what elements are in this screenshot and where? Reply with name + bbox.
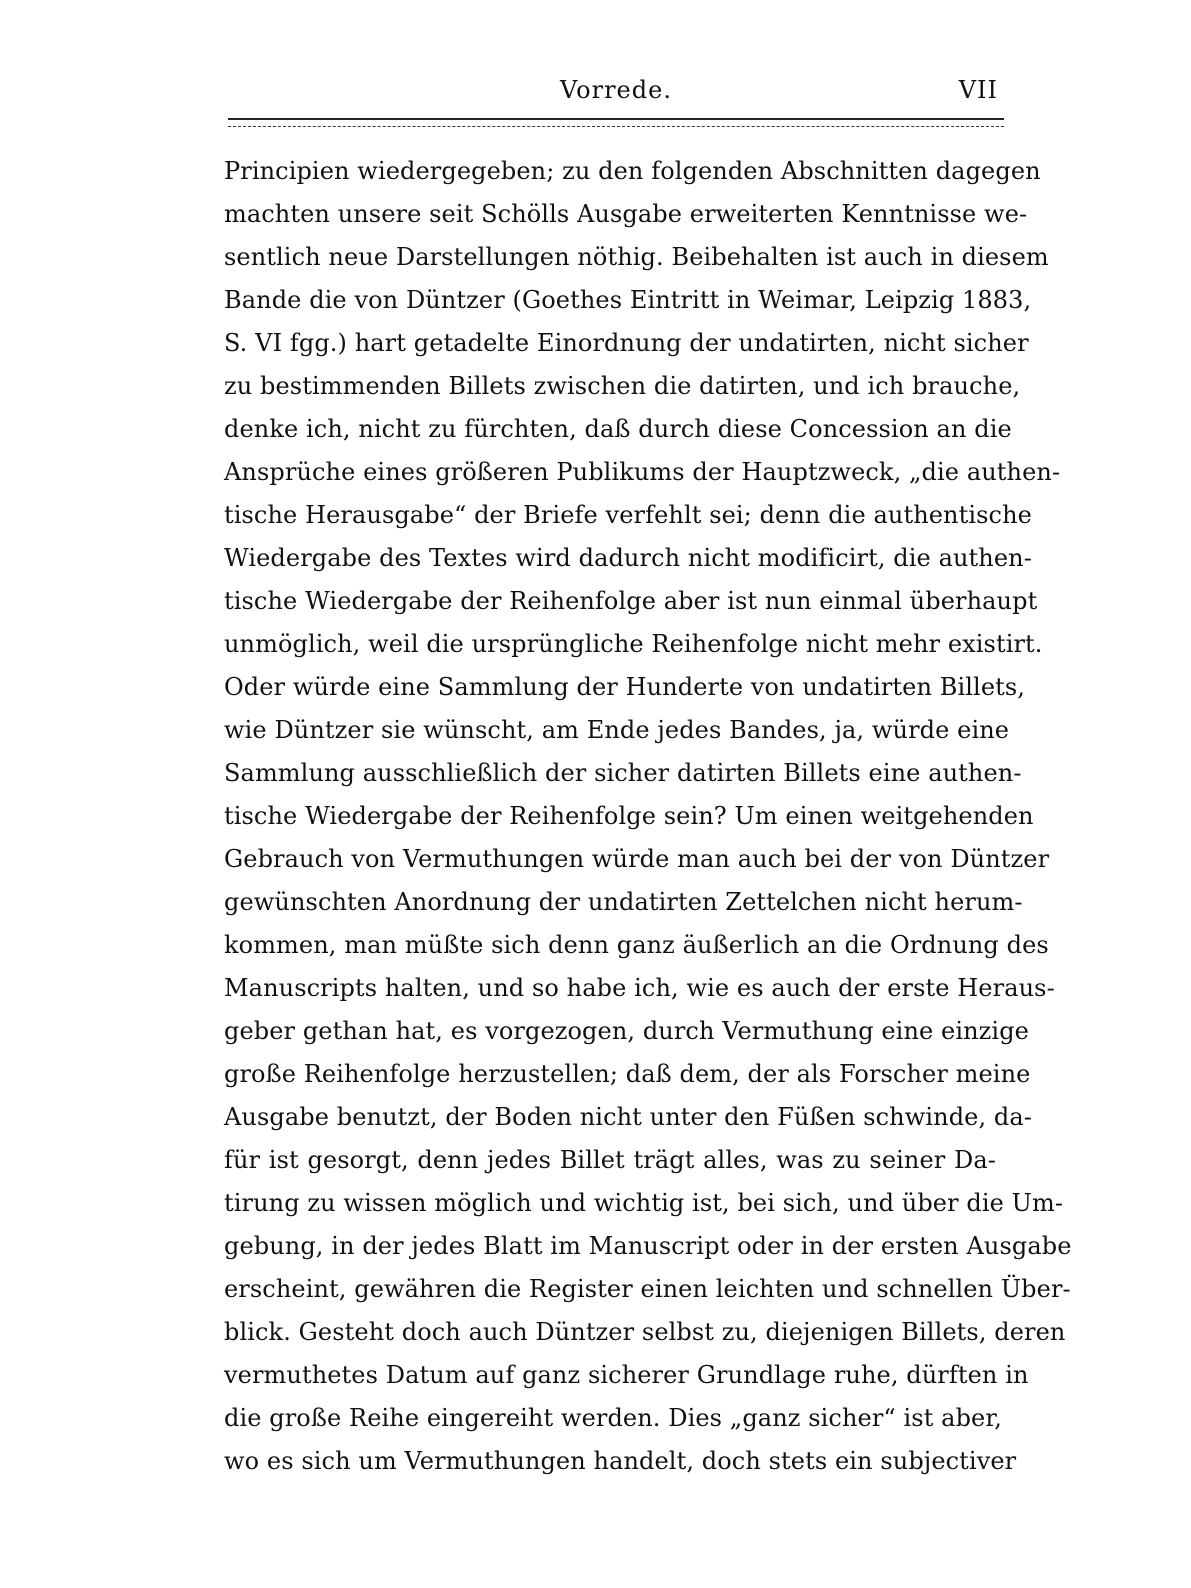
text-line: geber gethan hat, es vorgezogen, durch Vermuthung eine einzige [224, 1017, 1029, 1045]
text-line: Oder würde eine Sammlung der Hunderte von undatirten Billets, [224, 673, 1026, 701]
text-line: tische Wiedergabe der Reihenfolge sein? Um einen weitgehenden [224, 802, 1034, 830]
text-line: Sammlung ausschließlich der sicher datirten Billets eine authen- [224, 759, 1022, 787]
text-line: Ansprüche eines größeren Publikums der Hauptzweck, „die authen- [224, 458, 1061, 486]
text-line: Wiedergabe des Textes wird dadurch nicht modificirt, die authen- [224, 544, 1032, 572]
text-line: die große Reihe eingereiht werden. Dies „ganz sicher“ ist aber, [224, 1404, 1003, 1432]
text-line: tische Wiedergabe der Reihenfolge aber ist nun einmal überhaupt [224, 587, 1038, 615]
text-line: für ist gesorgt, denn jedes Billet trägt alles, was zu seiner Da- [224, 1146, 996, 1174]
text-line: gewünschten Anordnung der undatirten Zettelchen nicht herum- [224, 888, 1023, 916]
text-line: erscheint, gewähren die Register einen leichten und schnellen Über- [224, 1275, 1071, 1303]
text-line: Manuscripts halten, und so habe ich, wie es auch der erste Heraus- [224, 974, 1055, 1002]
text-line: machten unsere seit Schölls Ausgabe erweiterten Kenntnisse we- [224, 200, 1028, 228]
text-line: Bande die von Düntzer (Goethes Eintritt in Weimar, Leipzig 1883, [224, 286, 1032, 314]
text-line: große Reihenfolge herzustellen; daß dem, der als Forscher meine [224, 1060, 1031, 1088]
text-line: zu bestimmenden Billets zwischen die datirten, und ich brauche, [224, 372, 1021, 400]
text-line: vermuthetes Datum auf ganz sicherer Grundlage ruhe, dürften in [224, 1361, 1029, 1389]
text-line: wie Düntzer sie wünscht, am Ende jedes Bandes, ja, würde eine [224, 716, 1010, 744]
page-number: VII [958, 76, 998, 104]
text-line: Gebrauch von Vermuthungen würde man auch bei der von Düntzer [224, 845, 1050, 873]
text-line: S. VI fgg.) hart getadelte Einordnung der undatirten, nicht sicher [224, 329, 1029, 357]
text-line: sentlich neue Darstellungen nöthig. Beibehalten ist auch in diesem [224, 243, 1049, 271]
header-rule [228, 118, 1004, 127]
text-line: tirung zu wissen möglich und wichtig ist, bei sich, und über die Um- [224, 1189, 1064, 1217]
text-line: unmöglich, weil die ursprüngliche Reihenfolge nicht mehr existirt. [224, 630, 1043, 658]
running-title: Vorrede. [560, 76, 672, 104]
page-header [228, 72, 1004, 112]
text-line: tische Herausgabe“ der Briefe verfehlt sei; denn die authentische [224, 501, 1032, 529]
text-line: blick. Gesteht doch auch Düntzer selbst zu, diejenigen Billets, deren [224, 1318, 1066, 1346]
body-text [224, 150, 1072, 1483]
text-line: gebung, in der jedes Blatt im Manuscript oder in der ersten Ausgabe [224, 1232, 1072, 1260]
text-line: Ausgabe benutzt, der Boden nicht unter den Füßen schwinde, da- [224, 1103, 1032, 1131]
text-line: Principien wiedergegeben; zu den folgenden Abschnitten dagegen [224, 157, 1041, 185]
text-line: wo es sich um Vermuthungen handelt, doch stets ein subjectiver [224, 1447, 1017, 1475]
text-line: denke ich, nicht zu fürchten, daß durch diese Concession an die [224, 415, 1012, 443]
text-line: kommen, man müßte sich denn ganz äußerlich an die Ordnung des [224, 931, 1049, 959]
